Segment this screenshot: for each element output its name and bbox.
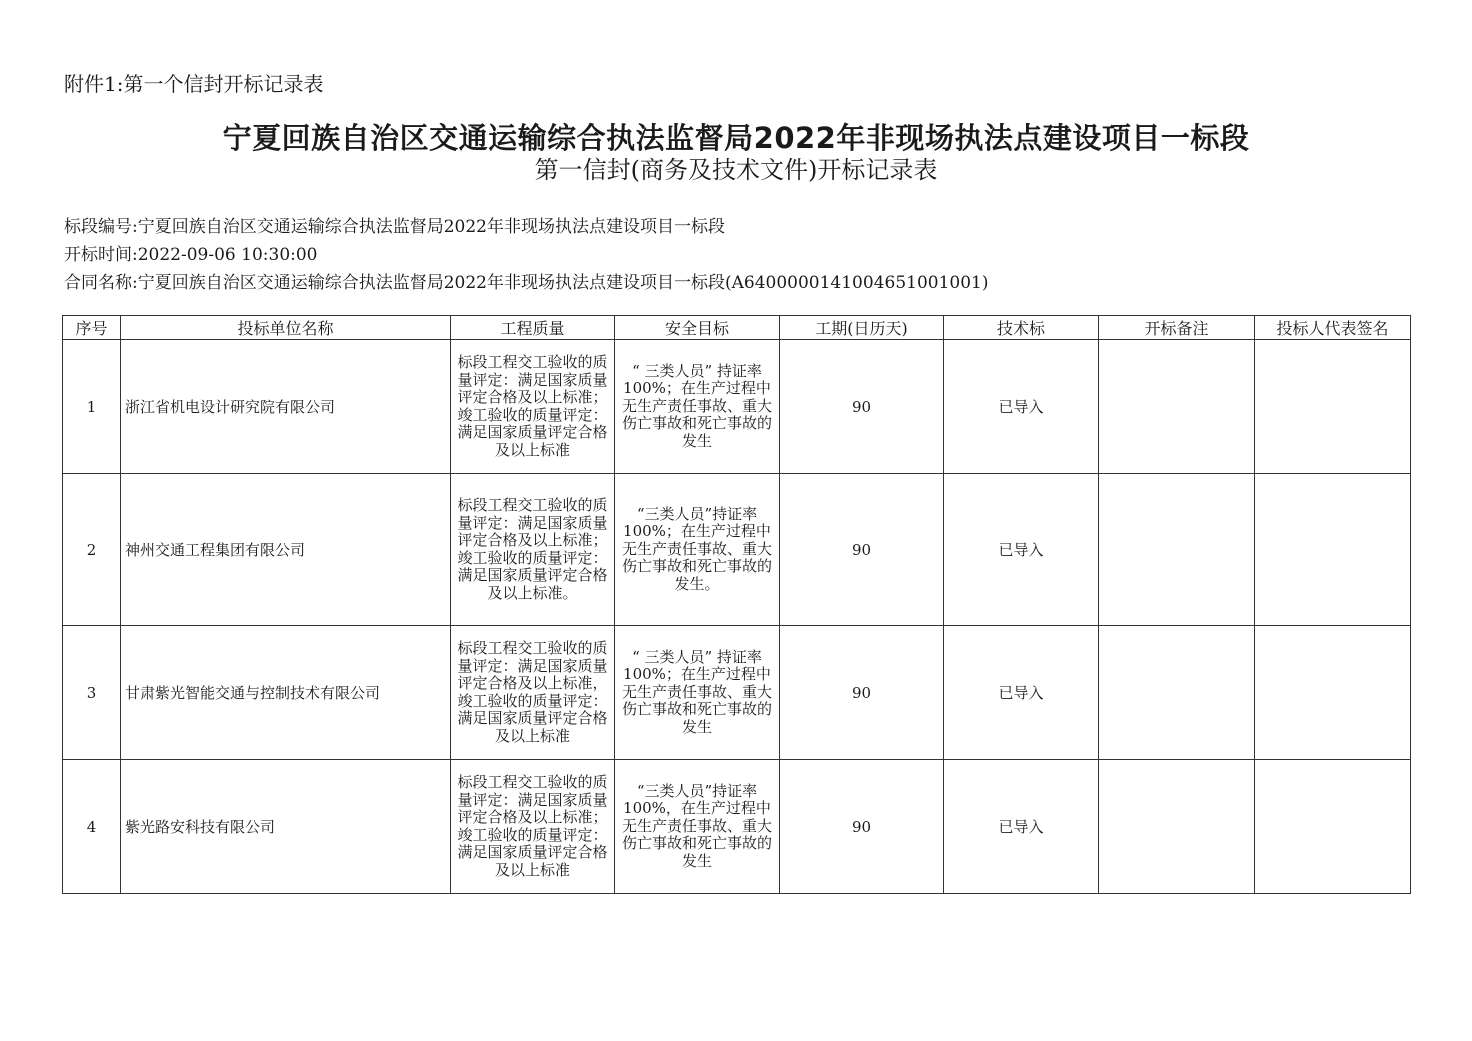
table-row bbox=[63, 340, 1411, 474]
table-row bbox=[63, 626, 1411, 760]
row-company: 甘肃紫光智能交通与控制技术有限公司 bbox=[121, 626, 451, 760]
row-tech: 已导入 bbox=[944, 626, 1099, 760]
row-no: 4 bbox=[63, 760, 121, 894]
row-safety: “ 三类人员” 持证率 100%；在生产过程中无生产责任事故、重大伤亡事故和死亡事故的发生 bbox=[615, 340, 780, 474]
row-tech: 已导入 bbox=[944, 340, 1099, 474]
row-period: 90 bbox=[780, 626, 944, 760]
row-company: 浙江省机电设计研究院有限公司 bbox=[121, 340, 451, 474]
row-safety: “ 三类人员” 持证率 100%；在生产过程中无生产责任事故、重大伤亡事故和死亡事故的发生 bbox=[615, 626, 780, 760]
header-safety: 安全目标 bbox=[615, 316, 780, 340]
row-safety: “三类人员”持证率100%；在生产过程中无生产责任事故、重大伤亡事故和死亡事故的发生。 bbox=[615, 474, 780, 626]
row-safety: “三类人员”持证率100%，在生产过程中无生产责任事故、重大伤亡事故和死亡事故的发生 bbox=[615, 760, 780, 894]
row-remark bbox=[1099, 340, 1255, 474]
row-quality: 标段工程交工验收的质量评定：满足国家质量评定合格及以上标准；竣工验收的质量评定：满足国家质量评定合格及以上标准 bbox=[451, 760, 615, 894]
row-signature bbox=[1255, 760, 1411, 894]
row-no: 1 bbox=[63, 340, 121, 474]
header-company: 投标单位名称 bbox=[121, 316, 451, 340]
opening-time: 开标时间:2022-09-06 10:30:00 bbox=[64, 245, 318, 265]
bid-opening-record-table bbox=[62, 315, 1411, 894]
row-period: 90 bbox=[780, 340, 944, 474]
table-row bbox=[63, 760, 1411, 894]
row-signature bbox=[1255, 340, 1411, 474]
document-subtitle: 第一信封(商务及技术文件)开标记录表 bbox=[534, 156, 938, 184]
row-quality: 标段工程交工验收的质量评定：满足国家质量评定合格及以上标准，竣工验收的质量评定：满足国家质量评定合格及以上标准 bbox=[451, 626, 615, 760]
row-signature bbox=[1255, 474, 1411, 626]
row-period: 90 bbox=[780, 760, 944, 894]
attachment-label: 附件1:第一个信封开标记录表 bbox=[64, 72, 324, 96]
row-remark bbox=[1099, 760, 1255, 894]
document-title: 宁夏回族自治区交通运输综合执法监督局2022年非现场执法点建设项目一标段 bbox=[222, 121, 1250, 155]
row-no: 2 bbox=[63, 474, 121, 626]
section-number: 标段编号:宁夏回族自治区交通运输综合执法监督局2022年非现场执法点建设项目一标段 bbox=[64, 217, 725, 237]
row-company: 神州交通工程集团有限公司 bbox=[121, 474, 451, 626]
header-no: 序号 bbox=[63, 316, 121, 340]
row-remark bbox=[1099, 474, 1255, 626]
row-period: 90 bbox=[780, 474, 944, 626]
row-company: 紫光路安科技有限公司 bbox=[121, 760, 451, 894]
row-quality: 标段工程交工验收的质量评定：满足国家质量评定合格及以上标准；竣工验收的质量评定：满足国家质量评定合格及以上标准。 bbox=[451, 474, 615, 626]
header-quality: 工程质量 bbox=[451, 316, 615, 340]
header-tech: 技术标 bbox=[944, 316, 1099, 340]
row-tech: 已导入 bbox=[944, 760, 1099, 894]
row-remark bbox=[1099, 626, 1255, 760]
row-quality: 标段工程交工验收的质量评定：满足国家质量评定合格及以上标准；竣工验收的质量评定：满足国家质量评定合格及以上标准 bbox=[451, 340, 615, 474]
header-remark: 开标备注 bbox=[1099, 316, 1255, 340]
header-period: 工期(日历天) bbox=[780, 316, 944, 340]
row-signature bbox=[1255, 626, 1411, 760]
row-tech: 已导入 bbox=[944, 474, 1099, 626]
header-signature: 投标人代表签名 bbox=[1255, 316, 1411, 340]
table-header-row bbox=[63, 316, 1411, 340]
contract-name: 合同名称:宁夏回族自治区交通运输综合执法监督局2022年非现场执法点建设项目一标段(A6400000141004651001001) bbox=[64, 273, 989, 293]
row-no: 3 bbox=[63, 626, 121, 760]
table-row bbox=[63, 474, 1411, 626]
